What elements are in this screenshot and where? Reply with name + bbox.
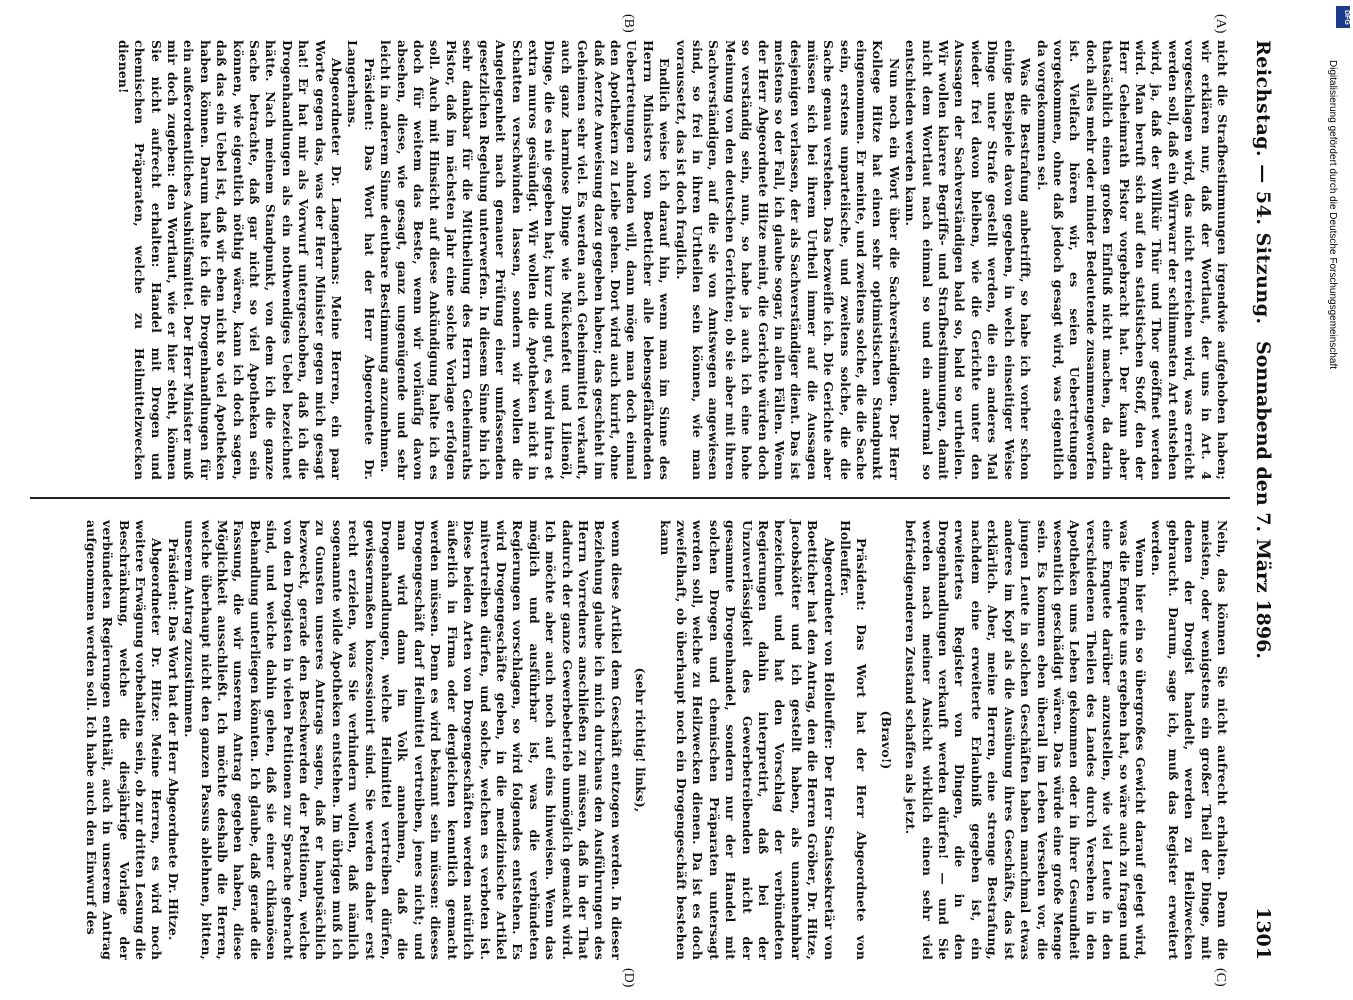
- speaker-line: Präsident: Das Wort hat der Herr Abgeordnete Dr. Hitze.: [165, 538, 181, 941]
- column-divider: [30, 497, 1230, 499]
- header-left: Reichstag. — 54. Sitzung.: [1252, 40, 1274, 325]
- interjection: (sehr richtig! links),: [633, 667, 649, 813]
- paragraph: Abgeordneter Dr. Langerhans: Meine Herren, ein paar Worte gegen das, was der Herr Minister gegen mich gesagt hat! Er hat mir als Vorwurf untergeschoben, daß ich die Drogenhandlungen als ein nothwendiges Uebel bezeichnet hätte. Nach meinem Standpunkt, von dem ich die ganze Sache betrachte, daß gar nicht so viel Apotheken sein können, wie eigentlich nöthig wären, kann ich doch sagen, daß das ein Uebel ist, daß wir eben nicht so viel Apotheken haben können. Darum halte ich die Drogenhandlungen für ein außerordentliches Aushülfsmittel. Der Herr Minister muß mir doch zugeben: den Wortlaut, wie er hier steht, können Sie nicht aufrecht erhalten: Handel mit Drogen und chemischen Präparaten, welche zu Heilmittelzwecken dienen!: [115, 40, 345, 480]
- page-header: [1242, 40, 1282, 960]
- right-column: [82, 520, 1230, 960]
- margin-mark-b: (B): [621, 14, 636, 33]
- header-center: Sonnabend den 7. März 1896.: [1252, 341, 1274, 659]
- paragraph: Abgeordneter Dr. Hitze: Meine Herren, es wird noch weitere Erwägung vorbehalten sein, ob zur dritten Lesung die Beschränkung, welche die diesjährige Vorlage der verbündeten Regierungen enthält, auch in unserem Antrag aufgenommen werden soll. Ich habe auch den Einwurf des: [83, 520, 165, 960]
- digitization-note-text: Digitalisierung gefördert durch die Deutsche Forschungsgemeinschaft: [1327, 60, 1338, 370]
- interjection-bravo: (Bravo!): [878, 710, 894, 770]
- paragraph: nicht die Strafbestimmungen irgendwie aufgehoben haben; wir erklären nur, daß der Wortlaut, der uns in Art. 4 vorgeschlagen wird, das nicht erreichen wird, was erreicht werden soll, daß ein Wirrwarr der schlimmsten Art entstehen wird, ja, daß der Willkür Thür und Thor geöffnet werden wird. Man beruft sich auf den statistischen Stoff, den der Herr Geheimrath Pistor vorgebracht hat. Der kann aber thatsächlich einen großen Einfluß nicht machen, da darin doch alles mehr oder minder Bedeutende zusammengeworfen ist. Vielfach hören wir, es seien Uebertretungen vorgekommen, ohne daß jedoch gesagt wird, was eigentlich da vorgekommen sei.: [1034, 40, 1230, 480]
- dfg-logo: DFG: [1336, 6, 1350, 28]
- digitization-note: [1322, 30, 1344, 990]
- paragraph: Was die Bestrafung anbetrifft, so habe ich vorher schon einige Beispiele davon gegeben, in welch einseitiger Weise Dinge unter Strafe gestellt werden, die ein anderes Mal wieder frei davon bleiben, wie die Gerichte unter den Aussagen der Sachverständigen bald so, bald so urtheilen. Wir wollen klarere Begriffs- und Strafbestimmungen, damit nicht dem Wortlaut nach einmal so und ein andermal so entschieden werden kann.: [903, 40, 1034, 480]
- speaker-line: Präsident: Das Wort hat der Herr Abgeordnete von Holleuffer.: [838, 520, 870, 960]
- paragraph: Abgeordneter von Holleuffer: Der Herr Staatssekretär von Boetticher hat den Antrag, den die Herren Gröber, Dr. Hitze, Jacobskötter und ich gestellt haben, als unannehmbar bezeichnet und hat den Vorschlag der verbündeten Regierungen dahin interpretirt, daß bei der Unzuverlässigkeit des Gewerbetreibenden nicht der gesammte Drogenhandel, sondern nur der Handel mit solchen Drogen und chemischen Präparaten untersagt werden soll, welche zu Heilzwecken dienen. Da ist es doch zweifelhaft, ob überhaupt noch ein Drogengeschäft bestehen kann: [657, 520, 837, 960]
- page-number: 1301: [1252, 907, 1274, 960]
- paragraph: Nun noch ein Wort über die Sachverständigen. Der Herr Kollege Hitze hat einen sehr optimistischen Standpunkt eingenommen. Er meinte, und zweitens solche, die die Sache sein, erstens unparteiische, und zweitens solche, die die Sache genau verstehen. Das bezweifle ich. Die Gerichte aber müssen sich bei ihrem Urtheil immer auf die Aussagen desjenigen verlassen, der als Sachverständiger dient. Das ist meistens so der Fall, ich glaube sogar, in allen Fällen. Wenn der Herr Abgeordnete Hitze meint, die Gerichte würden doch so verständig sein, nun, so habe ja auch ich eine hohe Meinung von den deutschen Gerichten; ob sie aber mit ihren Sachverständigen, auf die sie von Amtswegen angewiesen sind, so frei in ihren Urtheilen sein können, wie man voraussetzt, das ist doch fraglich.: [673, 40, 902, 480]
- margin-mark-c: (C): [1213, 968, 1228, 987]
- left-column: [114, 40, 1230, 480]
- paragraph: Endlich weise ich darauf hin, wenn man im Sinne des Herrn Ministers von Boetticher alle lebensgefährdenden Uebertretungen ahnden will, dann möge man doch einmal den Apothekern zu Leibe gehen. Dort wird auch kurirt, ohne daß Aerzte Anweisung dazu gegeben haben; das geschieht im Geheimen sehr viel. Es werden auch Geheimmittel verkauft, auch ganz harmlose Dinge wie Mückenfett und Lilienöl, Dinge, die es nie gegeben hat; kurz und gut, es wird intra et extra muros gesündigt. Wir wollen die Apotheken nicht in Schatten verschwinden lassen, sondern wir wollen die Angelegenheit nach genauer Prüfung einer umfassenden gesetzlichen Regelung unterwerfen. In diesem Sinne bin ich sehr dankbar für die Mittheilung des Herrn Geheimraths Pistor, daß im nächsten Jahr eine solche Vorlage erfolgen soll. Auch mit Hinsicht auf diese Ankündigung halte ich es doch für weitem das Beste, wenn wir vorläufig davon absehen, diese, wie gesagt, ganz ungenügende und sehr leicht in anderem Sinne deutbare Bestimmung anzunehmen.: [378, 40, 673, 480]
- paragraph: wenn diese Artikel dem Geschäft entzogen werden. In dieser Beziehung glaube ich mich durchaus den Ausführungen des Herrn Vorredners anschließen zu müssen, daß in der That dadurch der ganze Gewerbebetrieb unmöglich gemacht wird. Ich möchte aber auch noch auf eins hinweisen. Wenn das möglich und ausführbar ist, was die verbündeten Regierungen vorschlagen, so wird folgendes entstehen. Es wird Drogengeschäfte geben, in die medizinische Artikel mitvertreiben dürfen, und solche, welchen es verboten ist. Diese beiden Arten von Drogengeschäften werden natürlich äußerlich in Firma oder dergleichen kenntlich gemacht werden müssen. Denn es wird bekannt sein müssen: dieses Drogengeschäft darf Heilmittel vertreiben, jenes nicht; und man wird dann im Volk annehmen, daß die Drogenhandlungen, welche Heilmittel vertreiben dürfen, gewissermaßen konzessionirt sind. Sie werden daher erst recht erzielen, was Sie verhindern wollen, daß nämlich sogenannte wilde Apotheken entstehen. Im übrigen muß ich zu Gunsten unseres Antrags sagen, daß er hauptsächlich bezweckt, gerade den Beschwerden der Petitionen, welche von den Drogisten in vielen Petitionen zur Sprache gebracht sind, und welche dahin gehen, daß sie einer chikanösen Behandlung unterliegen könnten. Ich glaube, daß gerade die Fassung, die wir unserem Antrag gegeben haben, diese Möglichkeit ausschließt. Ich möchte deshalb die Herren, welche überhaupt nicht den ganzen Passus ablehnen, bitten, unserem Antrag zuzustimmen.: [182, 520, 624, 960]
- margin-mark-a: (A): [1213, 14, 1228, 34]
- paragraph: Nein, das können Sie nicht aufrecht erhalten. Denn die meisten, oder wenigstens ein großer Theil der Dinge, mit denen der Drogist handelt, werden zu Heilzwecken gebraucht. Darum, sage ich, muß das Register erweitert werden.: [1149, 520, 1230, 960]
- paragraph: Wenn hier ein so übergroßes Gewicht darauf gelegt wird, was die Enquete uns ergeben hat, so wäre auch zu fragen und eine Enquete darüber anzustellen, wie viel Leute in den verschiedenen Theilen des Landes durch Versehen in den Apotheken ums Leben gekommen oder in ihrer Gesundheit wesentlich geschädigt wären. Das würde eine große Menge sein. Es kommen eben überall im Leben Versehen vor, die jungen Leute in solchen Geschäften haben manchmal etwas anderes im Kopf als die Ausübung ihres Geschäfts, das ist erklärlich. Aber, meine Herren, eine strenge Bestrafung, nachdem eine erweiterte Erlaubniß gegeben ist, ein erweitertes Register von Dingen, die in den Drogenhandlungen verkauft werden dürfen! — und Sie werden nach meiner Ansicht wirklich einen sehr viel befriedigenderen Zustand schaffen als jetzt.: [903, 520, 1148, 960]
- margin-mark-d: (D): [621, 968, 636, 988]
- speaker-line: Präsident: Das Wort hat der Herr Abgeordnete Dr. Langerhans.: [345, 40, 377, 480]
